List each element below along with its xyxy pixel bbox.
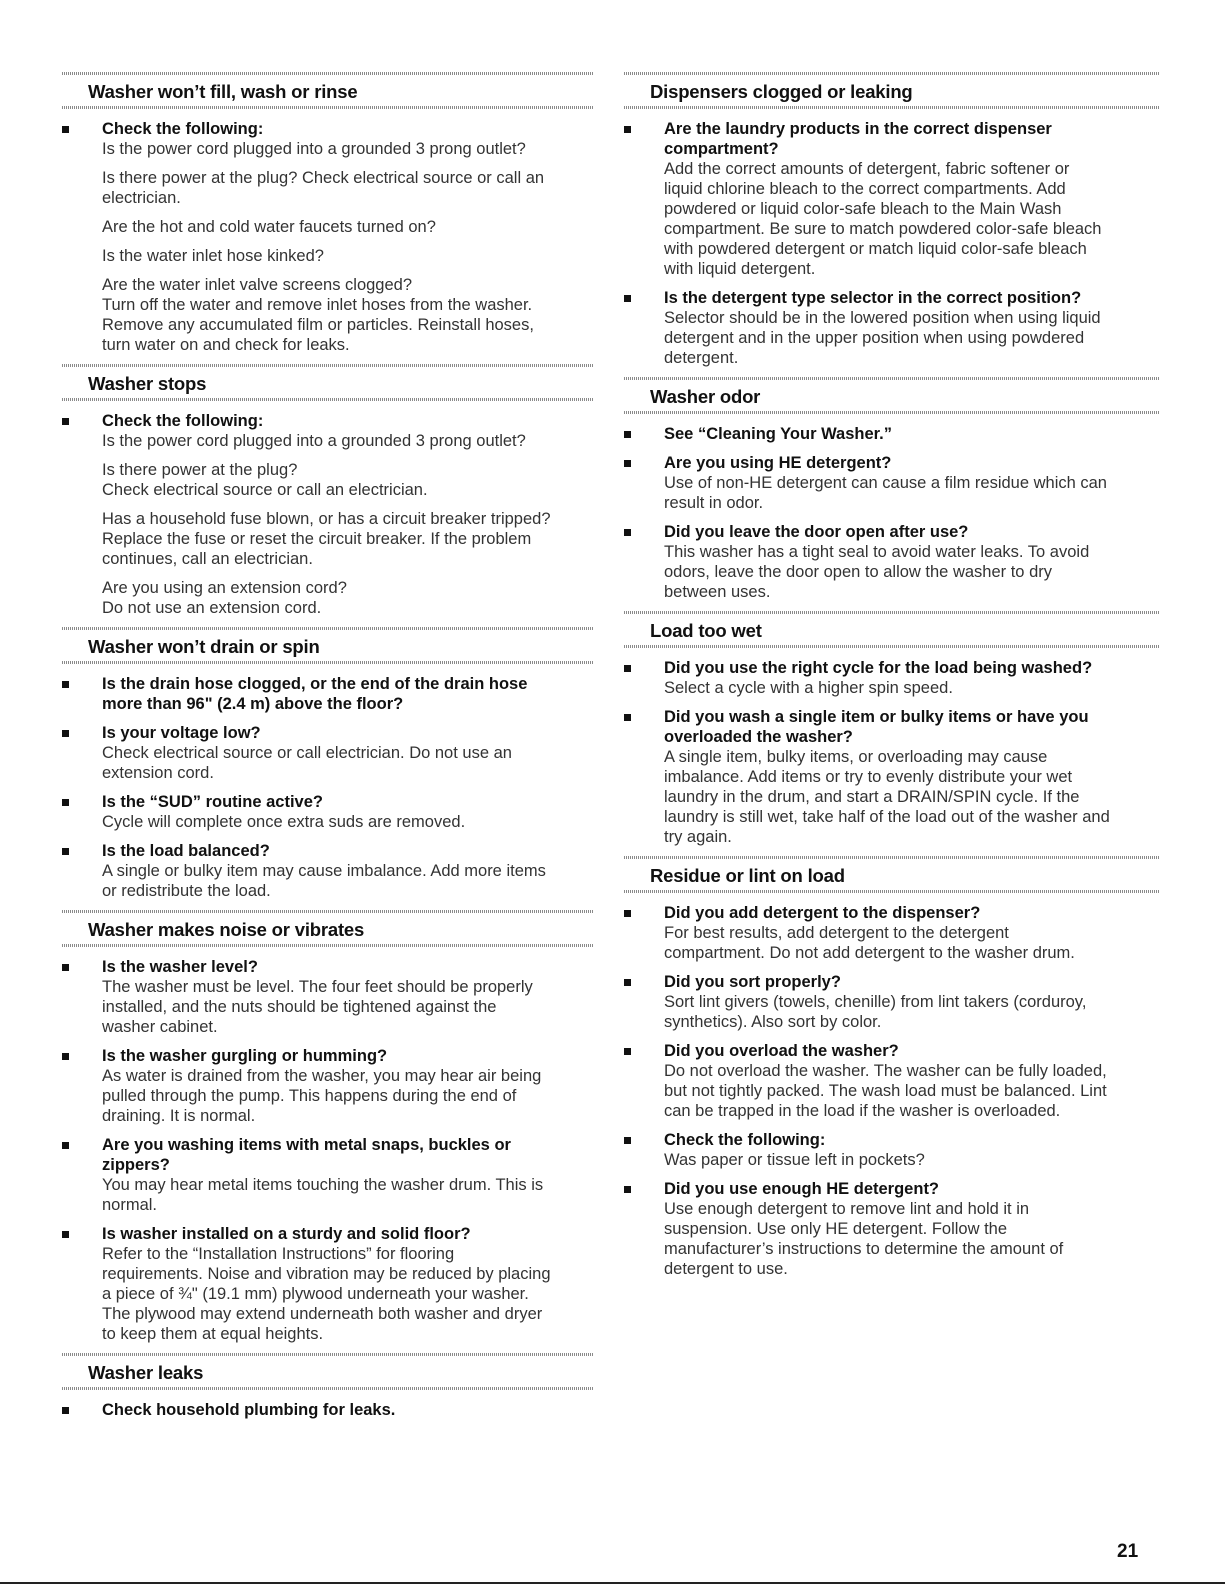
question-line: Are you using HE detergent? xyxy=(664,454,892,472)
item-answer xyxy=(102,460,594,500)
item-answer xyxy=(102,1066,594,1126)
section-heading: Washer stops xyxy=(62,364,594,401)
answer-line: Check electrical source or call electrician. Do not use an xyxy=(102,744,512,762)
bullet-square-icon xyxy=(62,730,69,737)
item-question xyxy=(102,1046,594,1066)
checklist-item xyxy=(62,1400,594,1420)
answer-line: result in odor. xyxy=(664,494,764,512)
answer-line: Are you using an extension cord? xyxy=(102,579,347,597)
section-items xyxy=(62,401,594,618)
item-question xyxy=(102,957,594,977)
question-line: Did you wash a single item or bulky items or have you xyxy=(664,708,1089,726)
checklist-item xyxy=(624,903,1160,963)
answer-line: but not tightly packed. The wash load must be balanced. Lint xyxy=(664,1082,1107,1100)
answer-line: Is the power cord plugged into a grounded 3 prong outlet? xyxy=(102,432,526,450)
answer-line: between uses. xyxy=(664,583,771,601)
answer-line: detergent and in the upper position when using powdered xyxy=(664,329,1085,347)
question-line: Are the laundry products in the correct dispenser xyxy=(664,120,1052,138)
item-answer xyxy=(664,1061,1160,1121)
bullet-square-icon xyxy=(624,1048,631,1055)
item-answer xyxy=(664,992,1160,1032)
question-line: more than 96" (2.4 m) above the floor? xyxy=(102,695,404,713)
answer-line: Are the water inlet valve screens clogged? xyxy=(102,276,413,294)
checklist-item xyxy=(62,792,594,832)
section-items xyxy=(624,893,1160,1279)
item-answer xyxy=(102,743,594,783)
item-answer xyxy=(664,1150,1160,1170)
bullet-square-icon xyxy=(62,1231,69,1238)
question-line: Is the washer gurgling or humming? xyxy=(102,1047,388,1065)
item-question xyxy=(664,288,1160,308)
troubleshooting-section xyxy=(62,72,594,355)
question-line: Is your voltage low? xyxy=(102,724,261,742)
question-line: Is washer installed on a sturdy and solid floor? xyxy=(102,1225,471,1243)
right-column xyxy=(624,72,1160,1288)
answer-line: Turn off the water and remove inlet hoses from the washer. xyxy=(102,296,533,314)
item-question xyxy=(102,1224,594,1244)
question-line: Check the following: xyxy=(102,412,264,430)
checklist-item xyxy=(624,119,1160,279)
item-answer xyxy=(102,168,594,208)
question-line: Did you use enough HE detergent? xyxy=(664,1180,940,1198)
bullet-square-icon xyxy=(624,910,631,917)
checklist-item xyxy=(62,1224,594,1344)
answer-line: Is there power at the plug? xyxy=(102,461,298,479)
answer-line: Remove any accumulated film or particles. Reinstall hoses, xyxy=(102,316,534,334)
bullet-square-icon xyxy=(62,1407,69,1414)
answer-line: requirements. Noise and vibration may be reduced by placing xyxy=(102,1265,551,1283)
answer-line: draining. It is normal. xyxy=(102,1107,256,1125)
section-heading: Washer won’t fill, wash or rinse xyxy=(62,72,594,109)
section-heading: Residue or lint on load xyxy=(624,856,1160,893)
checklist-item xyxy=(624,288,1160,368)
answer-line: Add the correct amounts of detergent, fabric softener or xyxy=(664,160,1070,178)
question-line: Did you overload the washer? xyxy=(664,1042,899,1060)
checklist-item xyxy=(624,424,1160,444)
answer-line: A single item, bulky items, or overloading may cause xyxy=(664,748,1048,766)
answer-line: laundry in the drum, and start a DRAIN/SPIN cycle. If the xyxy=(664,788,1080,806)
item-answer xyxy=(102,431,594,451)
checklist-item xyxy=(624,658,1160,698)
answer-line: to keep them at equal heights. xyxy=(102,1325,324,1343)
item-answer xyxy=(664,923,1160,963)
answer-line: For best results, add detergent to the detergent xyxy=(664,924,1009,942)
bullet-square-icon xyxy=(624,1137,631,1144)
answer-line: manufacturer’s instructions to determine the amount of xyxy=(664,1240,1064,1258)
checklist-item xyxy=(62,1046,594,1126)
answer-line: Was paper or tissue left in pockets? xyxy=(664,1151,925,1169)
section-items xyxy=(62,947,594,1344)
troubleshooting-section xyxy=(624,377,1160,602)
item-question xyxy=(664,119,1160,159)
troubleshooting-section xyxy=(624,72,1160,368)
item-answer xyxy=(102,861,594,901)
bullet-square-icon xyxy=(624,1186,631,1193)
answer-line: pulled through the pump. This happens during the end of xyxy=(102,1087,517,1105)
answer-line: installed, and the nuts should be tightened against the xyxy=(102,998,497,1016)
checklist-item xyxy=(624,1179,1160,1279)
answer-line: turn water on and check for leaks. xyxy=(102,336,350,354)
answer-line: electrician. xyxy=(102,189,181,207)
question-line: Did you leave the door open after use? xyxy=(664,523,969,541)
item-answer xyxy=(664,308,1160,368)
troubleshooting-section xyxy=(62,627,594,901)
item-question xyxy=(664,1041,1160,1061)
bullet-square-icon xyxy=(624,460,631,467)
bullet-square-icon xyxy=(624,979,631,986)
answer-line: compartment. Be sure to match powdered color-safe bleach xyxy=(664,220,1102,238)
item-question xyxy=(102,674,594,714)
troubleshooting-section xyxy=(624,856,1160,1279)
item-question xyxy=(102,119,594,139)
checklist-item xyxy=(62,841,594,901)
item-question xyxy=(102,411,594,431)
section-items xyxy=(62,1390,594,1420)
answer-line: Select a cycle with a higher spin speed. xyxy=(664,679,953,697)
troubleshooting-section xyxy=(62,364,594,618)
answer-line: a piece of ¾" (19.1 mm) plywood underneath your washer. xyxy=(102,1285,529,1303)
answer-line: detergent to use. xyxy=(664,1260,788,1278)
bullet-square-icon xyxy=(62,681,69,688)
left-column xyxy=(62,72,594,1429)
question-line: compartment? xyxy=(664,140,779,158)
question-line: Is the detergent type selector in the correct position? xyxy=(664,289,1082,307)
item-question xyxy=(664,1179,1160,1199)
answer-line: laundry is still wet, take half of the load out of the washer and xyxy=(664,808,1110,826)
item-answer xyxy=(664,678,1160,698)
answer-line: try again. xyxy=(664,828,732,846)
bullet-square-icon xyxy=(624,295,631,302)
troubleshooting-section xyxy=(62,910,594,1344)
answer-line: You may hear metal items touching the washer drum. This is xyxy=(102,1176,544,1194)
bullet-square-icon xyxy=(624,665,631,672)
question-line: Did you sort properly? xyxy=(664,973,841,991)
page-number: 21 xyxy=(1117,1541,1139,1562)
answer-line: Sort lint givers (towels, chenille) from lint takers (corduroy, xyxy=(664,993,1087,1011)
answer-line: Is the power cord plugged into a grounded 3 prong outlet? xyxy=(102,140,526,158)
answer-line: odors, leave the door open to allow the washer to dry xyxy=(664,563,1052,581)
item-question xyxy=(102,1135,594,1175)
item-answer xyxy=(664,159,1160,279)
checklist-item xyxy=(624,453,1160,513)
bullet-square-icon xyxy=(62,126,69,133)
answer-line: compartment. Do not add detergent to the washer drum. xyxy=(664,944,1075,962)
checklist-item xyxy=(624,1041,1160,1121)
item-question xyxy=(102,1400,594,1420)
item-question xyxy=(664,903,1160,923)
section-heading: Washer makes noise or vibrates xyxy=(62,910,594,947)
item-answer xyxy=(102,246,594,266)
checklist-item xyxy=(62,1135,594,1215)
answer-line: The washer must be level. The four feet should be properly xyxy=(102,978,533,996)
item-answer xyxy=(664,542,1160,602)
bullet-square-icon xyxy=(62,964,69,971)
question-line: Are you washing items with metal snaps, buckles or xyxy=(102,1136,511,1154)
section-heading: Washer won’t drain or spin xyxy=(62,627,594,664)
item-question xyxy=(664,453,1160,473)
checklist-item xyxy=(62,119,594,355)
section-heading: Dispensers clogged or leaking xyxy=(624,72,1160,109)
answer-line: Replace the fuse or reset the circuit breaker. If the problem xyxy=(102,530,532,548)
question-line: Is the washer level? xyxy=(102,958,258,976)
checklist-item xyxy=(62,674,594,714)
answer-line: normal. xyxy=(102,1196,158,1214)
item-question xyxy=(664,522,1160,542)
item-answer xyxy=(102,217,594,237)
item-question xyxy=(664,707,1160,747)
checklist-item xyxy=(624,707,1160,847)
bullet-square-icon xyxy=(62,799,69,806)
answer-line: Do not use an extension cord. xyxy=(102,599,322,617)
answer-line: Check electrical source or call an electrician. xyxy=(102,481,428,499)
answer-line: suspension. Use only HE detergent. Follow the xyxy=(664,1220,1008,1238)
section-heading: Washer leaks xyxy=(62,1353,594,1390)
answer-line: Selector should be in the lowered position when using liquid xyxy=(664,309,1101,327)
item-answer xyxy=(102,139,594,159)
answer-line: Use enough detergent to remove lint and hold it in xyxy=(664,1200,1030,1218)
answer-line: This washer has a tight seal to avoid water leaks. To avoid xyxy=(664,543,1090,561)
section-items xyxy=(62,664,594,901)
answer-line: can be trapped in the load if the washer is overloaded. xyxy=(664,1102,1061,1120)
section-items xyxy=(624,414,1160,602)
item-answer xyxy=(664,1199,1160,1279)
answer-line: continues, call an electrician. xyxy=(102,550,313,568)
section-heading: Washer odor xyxy=(624,377,1160,414)
bullet-square-icon xyxy=(624,714,631,721)
bullet-square-icon xyxy=(624,529,631,536)
checklist-item xyxy=(624,972,1160,1032)
item-answer xyxy=(102,1244,594,1344)
checklist-item xyxy=(62,411,594,618)
question-line: Is the load balanced? xyxy=(102,842,270,860)
answer-line: Use of non-HE detergent can cause a film residue which can xyxy=(664,474,1107,492)
answer-line: Is there power at the plug? Check electrical source or call an xyxy=(102,169,545,187)
answer-line: Are the hot and cold water faucets turned on? xyxy=(102,218,436,236)
item-question xyxy=(664,972,1160,992)
answer-line: synthetics). Also sort by color. xyxy=(664,1013,882,1031)
troubleshooting-section xyxy=(62,1353,594,1420)
question-line: overloaded the washer? xyxy=(664,728,853,746)
answer-line: or redistribute the load. xyxy=(102,882,271,900)
answer-line: Refer to the “Installation Instructions” for flooring xyxy=(102,1245,455,1263)
answer-line: detergent. xyxy=(664,349,739,367)
item-answer xyxy=(664,473,1160,513)
bullet-square-icon xyxy=(62,1053,69,1060)
item-answer xyxy=(102,812,594,832)
question-line: See “Cleaning Your Washer.” xyxy=(664,425,893,443)
item-answer xyxy=(102,578,594,618)
question-line: Is the drain hose clogged, or the end of the drain hose xyxy=(102,675,528,693)
answer-line: washer cabinet. xyxy=(102,1018,218,1036)
bullet-square-icon xyxy=(624,126,631,133)
item-question xyxy=(664,658,1160,678)
answer-line: with powdered detergent or match liquid color-safe bleach xyxy=(664,240,1087,258)
question-line: zippers? xyxy=(102,1156,170,1174)
answer-line: A single or bulky item may cause imbalance. Add more items xyxy=(102,862,546,880)
item-question xyxy=(664,424,1160,444)
question-line: Check the following: xyxy=(664,1131,826,1149)
checklist-item xyxy=(62,723,594,783)
answer-line: Has a household fuse blown, or has a circuit breaker tripped? xyxy=(102,510,551,528)
bullet-square-icon xyxy=(62,1142,69,1149)
answer-line: with liquid detergent. xyxy=(664,260,816,278)
item-question xyxy=(664,1130,1160,1150)
answer-line: Is the water inlet hose kinked? xyxy=(102,247,324,265)
answer-line: Cycle will complete once extra suds are removed. xyxy=(102,813,466,831)
item-question xyxy=(102,723,594,743)
bullet-square-icon xyxy=(624,431,631,438)
answer-line: liquid chlorine bleach to the correct compartments. Add xyxy=(664,180,1066,198)
checklist-item xyxy=(624,1130,1160,1170)
answer-line: Do not overload the washer. The washer can be fully loaded, xyxy=(664,1062,1107,1080)
troubleshooting-section xyxy=(624,611,1160,847)
answer-line: As water is drained from the washer, you may hear air being xyxy=(102,1067,542,1085)
item-answer xyxy=(102,509,594,569)
answer-line: The plywood may extend underneath both washer and dryer xyxy=(102,1305,543,1323)
item-answer xyxy=(102,275,594,355)
section-items xyxy=(62,109,594,355)
bottom-rule xyxy=(0,1582,1225,1584)
checklist-item xyxy=(62,957,594,1037)
item-answer xyxy=(102,1175,594,1215)
question-line: Check household plumbing for leaks. xyxy=(102,1401,396,1419)
answer-line: powdered or liquid color-safe bleach to the Main Wash xyxy=(664,200,1062,218)
item-question xyxy=(102,841,594,861)
checklist-item xyxy=(624,522,1160,602)
bullet-square-icon xyxy=(62,848,69,855)
question-line: Check the following: xyxy=(102,120,264,138)
question-line: Did you use the right cycle for the load being washed? xyxy=(664,659,1093,677)
section-items xyxy=(624,648,1160,847)
section-items xyxy=(624,109,1160,368)
item-answer xyxy=(664,747,1160,847)
question-line: Did you add detergent to the dispenser? xyxy=(664,904,981,922)
bullet-square-icon xyxy=(62,418,69,425)
item-question xyxy=(102,792,594,812)
section-heading: Load too wet xyxy=(624,611,1160,648)
answer-line: imbalance. Add items or try to evenly distribute your wet xyxy=(664,768,1073,786)
answer-line: extension cord. xyxy=(102,764,214,782)
item-answer xyxy=(102,977,594,1037)
question-line: Is the “SUD” routine active? xyxy=(102,793,323,811)
